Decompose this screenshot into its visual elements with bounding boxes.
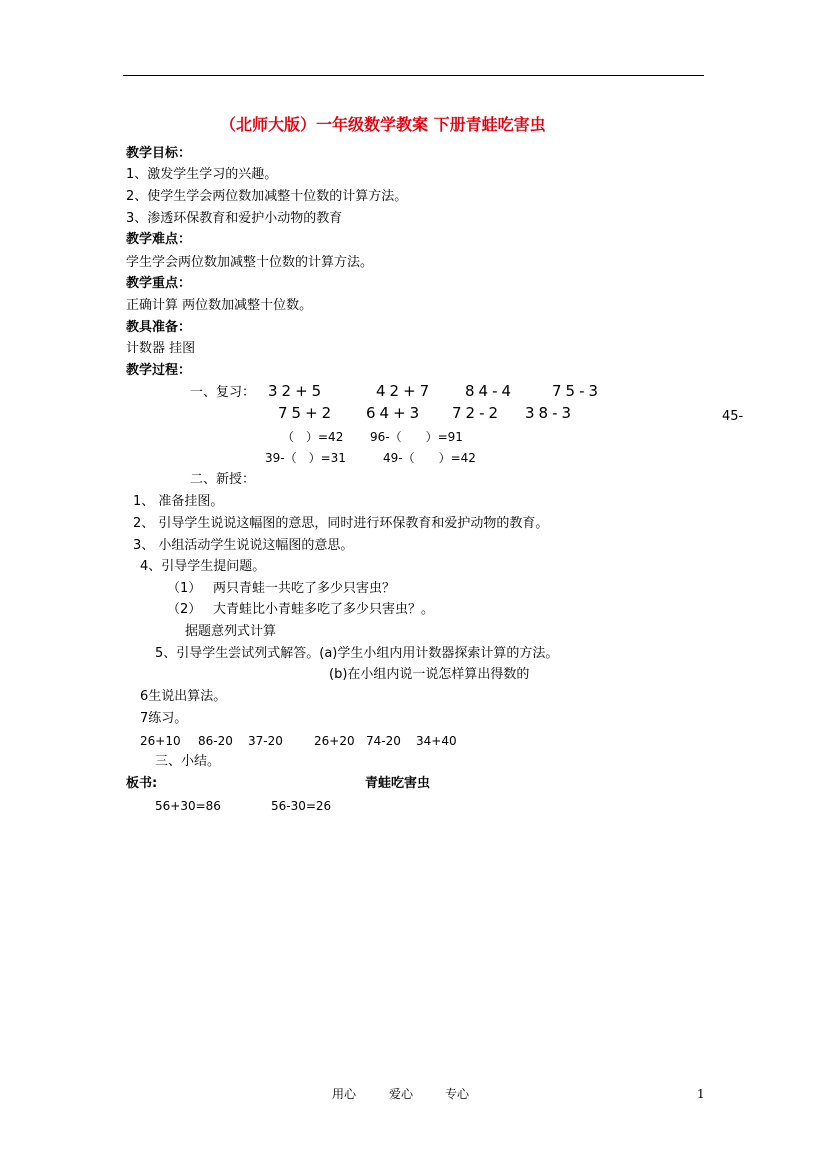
formula-instruction: 据题意列式计算: [185, 624, 277, 639]
goal-item: 3、渗透环保教育和爱护小动物的教育: [126, 211, 343, 226]
new-lesson-label: 二、新授：: [190, 472, 256, 487]
blank-expression: （ ）=42: [282, 430, 344, 444]
tools-heading: 教具准备：: [126, 320, 192, 335]
side-number: 45-: [722, 409, 744, 424]
exercise: 37-20: [248, 734, 283, 748]
question-number: （2）: [167, 602, 202, 617]
summary-label: 三、小结。: [155, 754, 221, 769]
review-label: 一、复习：: [190, 385, 256, 400]
exercise: 74-20: [366, 734, 401, 748]
lesson-step: 3、 小组活动学生说说这幅图的意思。: [133, 538, 354, 553]
review-expression: 75-3: [552, 382, 603, 400]
tools-text: 计数器 挂图: [126, 341, 196, 356]
review-expression: 38-3: [525, 404, 576, 422]
blank-expression: 96-（ ）=91: [370, 430, 463, 444]
document-title: （北师大版）一年级数学教案 下册青蛙吃害虫: [220, 115, 546, 134]
page-number: 1: [697, 1087, 705, 1101]
header-rule: [123, 75, 704, 76]
exercise: 26+10: [140, 734, 181, 748]
key-text: 正确计算 两位数加减整十位数。: [126, 298, 313, 313]
lesson-step: 4、引导学生提问题。: [140, 559, 266, 574]
question-text: 大青蛙比小青蛙多吃了多少只害虫？。: [213, 602, 435, 617]
review-expression: 84-4: [465, 382, 516, 400]
process-heading: 教学过程：: [126, 363, 192, 378]
lesson-step-sub: (b)在小组内说一说怎样算出得数的: [329, 667, 530, 682]
goals-heading: 教学目标：: [126, 146, 192, 161]
exercise: 34+40: [416, 734, 457, 748]
footer-item: 专心: [445, 1087, 470, 1101]
difficulty-text: 学生学会两位数加减整十位数的计算方法。: [126, 255, 374, 270]
lesson-step: 2、 引导学生说说这幅图的意思，同时进行环保教育和爱护动物的教育。: [133, 516, 549, 531]
board-label: 板书:: [126, 776, 158, 791]
lesson-step: 5、引导学生尝试列式解答。(a)学生小组内用计数器探索计算的方法。: [155, 646, 559, 661]
board-equation: 56-30=26: [271, 799, 332, 813]
key-heading: 教学重点：: [126, 276, 192, 291]
exercise: 86-20: [198, 734, 233, 748]
difficulty-heading: 教学难点：: [126, 232, 192, 247]
blank-expression: 39-（ ）=31: [265, 451, 346, 465]
blank-expression: 49-（ ）=42: [383, 451, 476, 465]
review-expression: 64+3: [366, 404, 424, 422]
question-number: （1）: [167, 581, 202, 596]
review-expression: 42+7: [376, 382, 434, 400]
lesson-step: 7练习。: [140, 711, 188, 726]
board-equation: 56+30=86: [155, 799, 221, 813]
exercise: 26+20: [314, 734, 355, 748]
goal-item: 2、使学生学会两位数加减整十位数的计算方法。: [126, 189, 408, 204]
footer-item: 爱心: [389, 1087, 414, 1101]
board-title: 青蛙吃害虫: [365, 776, 431, 791]
review-expression: 32+5: [268, 382, 326, 400]
question-text: 两只青蛙一共吃了多少只害虫？: [213, 581, 396, 596]
review-expression: 72-2: [452, 404, 503, 422]
review-expression: 75+2: [278, 404, 336, 422]
lesson-step: 1、 准备挂图。: [133, 494, 224, 509]
lesson-step: 6生说出算法。: [140, 689, 227, 704]
footer-item: 用心: [332, 1087, 357, 1101]
goal-item: 1、激发学生学习的兴趣。: [126, 167, 278, 182]
